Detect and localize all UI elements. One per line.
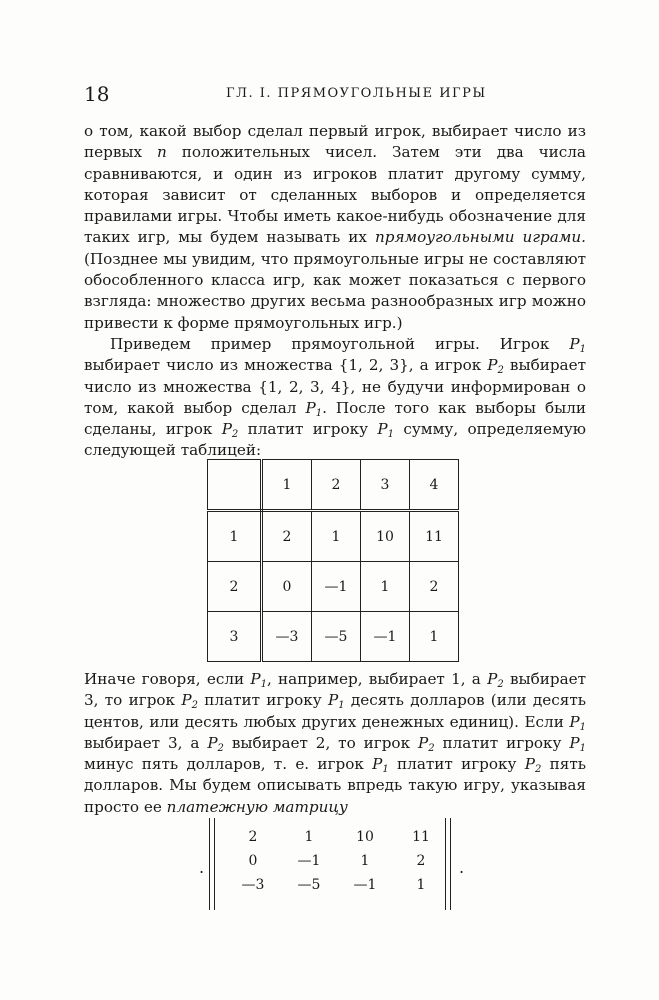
player-p1: $P_1$ [569,712,586,733]
table-cell: 11 [410,511,459,562]
table-cell: 0 [262,562,312,612]
table-cell: —1 [312,562,361,612]
matrix-cell: —3 [241,877,265,893]
player-p1: $P_1$ [305,398,323,419]
matrix-cell: 1 [360,853,370,869]
matrix-cell: 1 [416,877,426,893]
matrix-trailing-dot: . [459,858,465,877]
row-header: 1 [208,511,262,562]
table-cell: —3 [262,612,312,662]
player-p2: $P_2$ [487,670,504,690]
player-p2: $P_2$ [417,733,435,754]
payoff-matrix [199,818,469,910]
body-text-bottom [84,669,586,818]
column-header: 2 [312,460,361,511]
player-p1: $P_1$ [377,420,395,441]
matrix-cell: 2 [416,853,426,869]
term-rectangular-games: прямоугольными играми. [374,228,586,247]
paragraph-2: Приведем пример прямоугольной игры. Игрок $P_1$ выбирает число из множества {1, 2, 3}, а игрок $P_2$ выбирает число из множества {1, 2, 3, 4}, не будучи информирован о том, какой выбор сделал $P_1$. После того как выборы были сделаны, игрок $P_2$ платит игроку $P_1$ сумму, определяемую следующей таблицей: [84,334,587,460]
matrix-left-bracket [209,818,215,910]
table-cell: 2 [410,562,459,612]
player-p1: $P_1$ [250,670,267,690]
matrix-cell: 2 [248,829,258,845]
player-p2: $P_2$ [221,420,239,441]
matrix-row [225,825,449,849]
table-cell: —5 [312,612,361,662]
table-cell: 2 [262,511,312,562]
column-header: 1 [262,460,312,511]
player-p1: $P_1$ [372,755,389,776]
row-header: 2 [208,562,262,612]
player-p2: $P_2$ [524,755,542,776]
term-payoff-matrix: платежную матрицу [166,797,348,816]
matrix-row [225,873,449,897]
player-p2: $P_2$ [487,356,504,377]
player-p1: $P_1$ [569,733,586,754]
table-row [208,612,459,662]
table-row [208,562,459,612]
paragraph-1: о том, какой выбор сделал первый игрок, выбирает число из первых n положительных чисел. Затем эти два числа сравниваются, и один из игроков платит другому сумму, которая зависит от сделанных выборов и определяется правилами игры. Чтобы иметь какое-нибудь обозначение для таких игр, мы будем называть их прямоугольными играми. (Позднее мы увидим, что прямоугольные игры не составляют обособленного класса игр, как может показаться с первого взгляда: множество других весьма разнообразных игр можно привести к форме прямоугольных игр.) [84,122,586,332]
player-p1: $P_1$ [327,691,345,712]
table-cell: 1 [410,612,459,662]
player-p2: $P_2$ [181,691,198,712]
matrix-cell: 10 [356,829,374,845]
matrix-cell: 11 [412,829,430,845]
payoff-table [207,459,459,662]
matrix-right-bracket [445,818,451,910]
table-row [208,511,459,562]
page-header [84,82,589,106]
table-header-row [208,460,459,511]
table-cell: 1 [312,511,361,562]
matrix-grid [225,825,449,897]
matrix-cell: 0 [248,853,258,869]
running-head: ГЛ. I. ПРЯМОУГОЛЬНЫЕ ИГРЫ [226,86,487,101]
matrix-row [225,849,449,873]
matrix-cell: —1 [353,877,377,893]
body-text-top [84,121,586,462]
matrix-cell: 1 [304,829,314,845]
player-p1: $P_1$ [569,334,586,355]
table-cell: 1 [361,562,410,612]
row-header: 3 [208,612,262,662]
page-number: 18 [84,82,110,106]
table-cell: —1 [361,612,410,662]
table-corner-cell [208,460,262,511]
player-p2: $P_2$ [207,733,224,754]
column-header: 4 [410,460,459,511]
matrix-leading-dot: . [199,858,205,877]
paragraph-3: Иначе говоря, если $P_1$, например, выбирает 1, а $P_2$ выбирает 3, то игрок $P_2$ платит игроку $P_1$ десять долларов (или десять центов, или десять любых других денежных единиц). Если $P_1$ выбирает 3, а $P_2$ выбирает 2, то игрок $P_2$ платит игроку $P_1$ минус пять долларов, т. е. игрок $P_1$ платит игроку $P_2$ пять долларов. Мы будем описывать впредь такую игру, указывая просто ее платежную матрицу [84,670,587,816]
matrix-cell: —1 [297,853,321,869]
column-header: 3 [361,460,410,511]
table-cell: 10 [361,511,410,562]
variable-n: n [157,143,167,162]
matrix-cell: —5 [297,877,321,893]
